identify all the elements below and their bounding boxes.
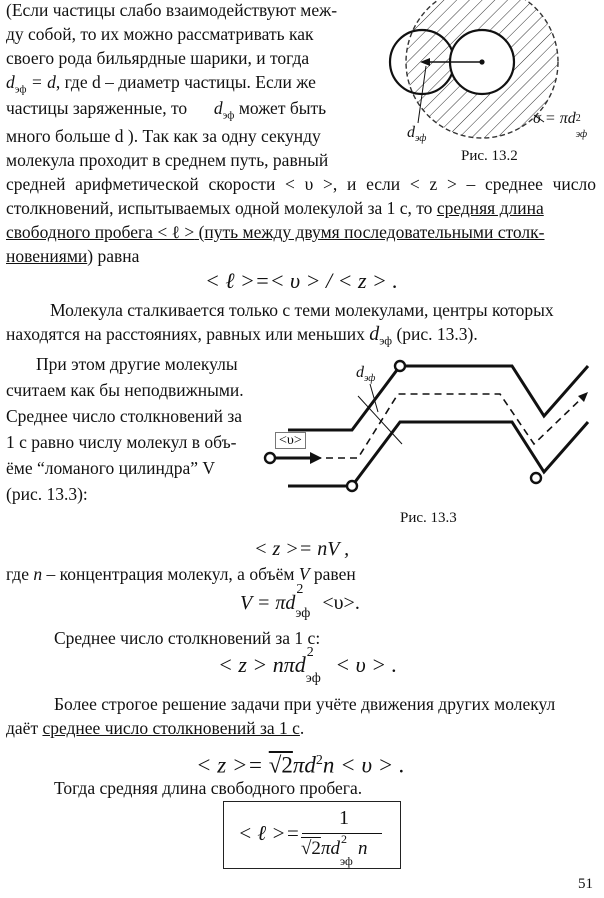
center-dot (479, 59, 484, 64)
subscript: эф (222, 109, 235, 122)
text-part: где (6, 564, 34, 584)
cylinder-upper-wall (288, 366, 588, 430)
formula-volume (240, 582, 360, 621)
text-line: Молекула сталкивается только с теми молекулами, центры которых (50, 300, 554, 320)
text-line: молекула проходит в среднем путь, равный (6, 150, 329, 170)
text-line: считаем как бы неподвижными. (6, 380, 244, 400)
molecule-hit-1 (395, 361, 405, 371)
formula-part: πd (320, 838, 340, 859)
fig132-d-label (407, 124, 426, 144)
formula-part: < z >= (196, 752, 269, 778)
formula-z-approx (218, 645, 398, 686)
d-symbol: d (407, 124, 415, 141)
term-mean-free-path: средняя длина (436, 198, 544, 218)
formula-part: n (357, 838, 368, 859)
text-line: (Если частицы слабо взаимодействуют меж- (6, 0, 338, 20)
subscript: эф (339, 854, 353, 868)
text-part: (рис. 13.3). (392, 324, 478, 344)
text-part: ёме “ломаного (6, 458, 115, 478)
text-part: столкновений, испытываемых одной молекулой за 1 с, то (6, 198, 437, 218)
superscript: 2 (306, 645, 314, 660)
text-line: Среднее число столкновений за (6, 406, 243, 426)
formula-z-nv: < z >= nV , (254, 538, 350, 560)
fig133-v-label: <υ> (275, 432, 306, 449)
figure-13-3 (262, 358, 598, 498)
sqrt-2: √2 (268, 752, 293, 778)
subscript: эф (415, 133, 427, 145)
formula-part: <υ>. (317, 592, 360, 614)
text-line (6, 716, 304, 740)
superscript: 2 (315, 753, 323, 768)
d-symbol: d (369, 323, 380, 345)
text-line: Более строгое решение задачи при учёте движения других молекул (54, 694, 556, 714)
velocity-arrow-head (310, 452, 322, 464)
sigma-formula: σ = πd (533, 110, 576, 127)
subscript: эф (14, 83, 27, 96)
d-symbol: d (213, 98, 223, 118)
superscript: 2 (340, 832, 347, 846)
text-line: ду собой, то их можно рассматривать как (6, 24, 314, 44)
text-part: равен (309, 564, 356, 584)
text-line (6, 322, 478, 353)
text-line (6, 456, 215, 480)
text-line (6, 244, 139, 268)
text-line (6, 96, 326, 128)
v-symbol: V (298, 564, 310, 584)
subscript: эф (364, 373, 376, 385)
molecule-hit-3 (531, 473, 541, 483)
formula-part: n < υ > . (322, 752, 405, 778)
text-line: 1 с равно числу молекул в объ- (6, 432, 237, 452)
term-mean-free-path-2: свободного пробега < ℓ > (6, 222, 195, 242)
cylinder-lower-wall (288, 422, 588, 486)
d-symbol: d (356, 364, 364, 381)
fraction-denominator (301, 832, 368, 868)
formula-part: πd (292, 752, 316, 778)
text-line (6, 220, 545, 244)
text-part: находятся на расстояниях, равных или меньших (6, 324, 370, 344)
sqrt-2: √2 (301, 838, 321, 859)
fig132-sigma-label (533, 110, 590, 140)
d-measure-line (358, 396, 402, 444)
formula-part: V = πd (240, 592, 296, 614)
text-line: много больше d ). Так как за одну секунду (6, 126, 321, 146)
d-symbol: d (6, 72, 15, 92)
eq-part: = d (26, 72, 56, 92)
term-collisions: среднее число столкновений за 1 с (42, 718, 300, 738)
superscript: 2 (575, 113, 581, 124)
definition-part: (путь между двумя последовательными столк- (194, 222, 545, 242)
text-line: Среднее число столкновений за 1 с: (54, 628, 321, 648)
formula-part: < υ > . (329, 652, 398, 677)
text-line: средней арифметической скорости < υ >, и если < z > – среднее число (6, 174, 596, 194)
subscript: эф (305, 671, 321, 686)
path-arrow-head (578, 392, 588, 402)
text-part: частицы заряженные, то (6, 98, 188, 118)
text-part: цилиндра” V (114, 458, 216, 478)
n-symbol: n (33, 564, 43, 584)
text-line: (рис. 13.3): (6, 484, 88, 504)
text-part: . (299, 718, 305, 738)
text-line (6, 196, 544, 220)
text-part: ) равна (87, 246, 140, 266)
text-part: , где d – диаметр частицы. Если же (55, 72, 316, 92)
text-line: своего рода бильярдные шарики, и тогда (6, 48, 310, 68)
superscript: 2 (296, 582, 304, 597)
fraction-numerator: 1 (339, 807, 349, 829)
subscript: эф (295, 606, 311, 621)
fig132-caption: Рис. 13.2 (461, 148, 518, 164)
molecule-start (265, 453, 275, 463)
text-part: даёт (6, 718, 43, 738)
fig133-d-label (356, 364, 375, 384)
fig133-caption: Рис. 13.3 (400, 510, 457, 526)
molecule-hit-2 (347, 481, 357, 491)
formula-free-path: < ℓ >=< υ > / < z > . (205, 268, 398, 293)
subscript: эф (575, 129, 588, 140)
definition-end: новениями (6, 246, 88, 266)
formula-part: < z > nπd (218, 652, 306, 677)
formula-result-lhs: < ℓ >= (238, 821, 300, 845)
text-part: может быть (238, 98, 327, 118)
subscript: эф (379, 333, 393, 348)
text-line: При этом другие молекулы (36, 354, 238, 374)
figure-13-2 (380, 0, 604, 170)
text-line: Тогда средняя длина свободного пробега. (54, 778, 363, 798)
text-part: – концентрация молекул, а объём (42, 564, 299, 584)
page-number: 51 (578, 876, 593, 892)
